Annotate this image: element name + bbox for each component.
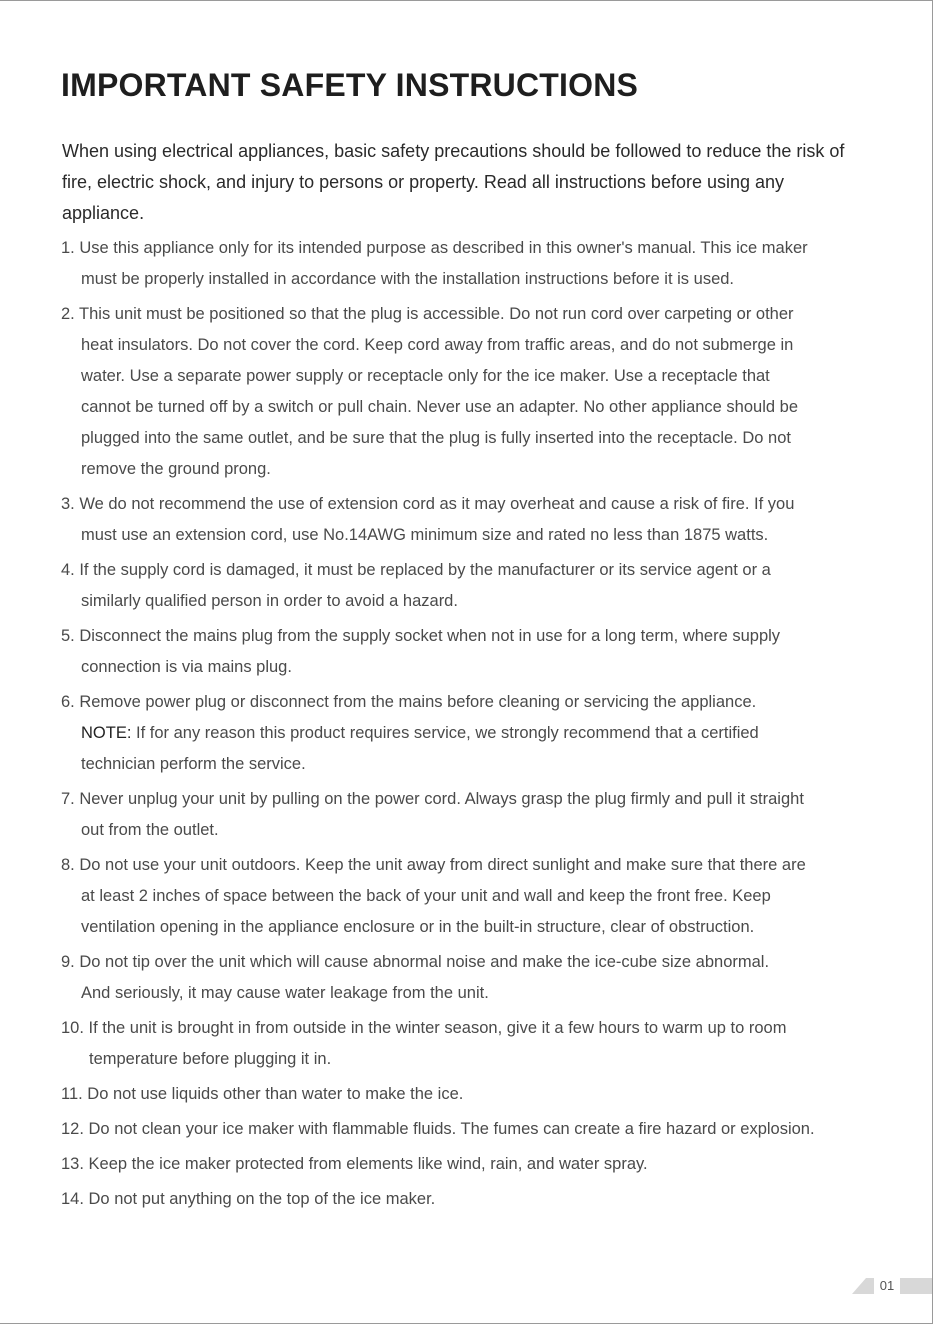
item-line: out from the outlet. [81, 821, 219, 839]
list-item [61, 1149, 891, 1180]
item-line: 7. Never unplug your unit by pulling on the power cord. Always grasp the plug firmly and pull it straight [61, 790, 804, 808]
item-line: plugged into the same outlet, and be sure that the plug is fully inserted into the receptacle. Do not [81, 429, 791, 447]
item-line: ventilation opening in the appliance enclosure or in the built-in structure, clear of obstruction. [81, 918, 755, 936]
list-item [61, 1079, 891, 1110]
item-line: 1. Use this appliance only for its intended purpose as described in this owner's manual. This ice maker [61, 239, 808, 257]
list-item [61, 555, 891, 617]
item-line: at least 2 inches of space between the back of your unit and wall and keep the front free. Keep [81, 887, 771, 905]
item-line: 13. Keep the ice maker protected from elements like wind, rain, and water spray. [61, 1155, 648, 1173]
item-line: must be properly installed in accordance with the installation instructions before it is used. [81, 270, 735, 288]
list-item [61, 299, 891, 485]
item-line: 9. Do not tip over the unit which will cause abnormal noise and make the ice-cube size abnormal. [61, 953, 770, 971]
page-title: IMPORTANT SAFETY INSTRUCTIONS [61, 67, 639, 103]
note-line: technician perform the service. [81, 755, 306, 773]
list-item [61, 850, 891, 943]
item-line: 14. Do not put anything on the top of the ice maker. [61, 1190, 436, 1208]
item-line: 5. Disconnect the mains plug from the supply socket when not in use for a long term, where supply [61, 627, 781, 645]
note-line [61, 718, 891, 749]
note-label: NOTE: [81, 724, 132, 742]
list-item [61, 489, 891, 551]
safety-instructions-list [61, 233, 891, 1219]
item-line: 10. If the unit is brought in from outside in the winter season, give it a few hours to warm up to room [61, 1019, 787, 1037]
page-number: 01 [874, 1278, 900, 1294]
item-line: heat insulators. Do not cover the cord. Keep cord away from traffic areas, and do not submerge in [81, 336, 794, 354]
intro-line: When using electrical appliances, basic safety precautions should be followed to reduce the risk of [62, 141, 845, 161]
item-line: 4. If the supply cord is damaged, it must be replaced by the manufacturer or its service agent or a [61, 561, 771, 579]
list-item [61, 1114, 891, 1145]
item-line: connection is via mains plug. [81, 658, 292, 676]
item-line: 2. This unit must be positioned so that the plug is accessible. Do not run cord over carpeting or other [61, 305, 794, 323]
intro-line: fire, electric shock, and injury to persons or property. Read all instructions before using any [62, 172, 785, 192]
item-line: temperature before plugging it in. [89, 1050, 332, 1068]
note-text: If for any reason this product requires service, we strongly recommend that a certified [136, 724, 759, 742]
item-line: 3. We do not recommend the use of extension cord as it may overheat and cause a risk of fire. If you [61, 495, 795, 513]
item-line: remove the ground prong. [81, 460, 271, 478]
item-line: similarly qualified person in order to avoid a hazard. [81, 592, 458, 610]
intro-line: appliance. [62, 203, 145, 223]
page-number-tab [852, 1278, 932, 1294]
list-item [61, 687, 891, 780]
item-line: And seriously, it may cause water leakage from the unit. [81, 984, 489, 1002]
item-line: cannot be turned off by a switch or pull chain. Never use an adapter. No other appliance should be [81, 398, 798, 416]
item-line: 12. Do not clean your ice maker with flammable fluids. The fumes can create a fire hazard or explosion. [61, 1120, 815, 1138]
intro-paragraph [62, 136, 882, 229]
item-line: water. Use a separate power supply or receptacle only for the ice maker. Use a receptacle that [81, 367, 770, 385]
list-item [61, 233, 891, 295]
list-item [61, 947, 891, 1009]
list-item [61, 1013, 891, 1075]
item-line: must use an extension cord, use No.14AWG minimum size and rated no less than 1875 watts. [81, 526, 769, 544]
item-line: 6. Remove power plug or disconnect from the mains before cleaning or servicing the appliance. [61, 693, 757, 711]
list-item [61, 1184, 891, 1215]
list-item [61, 784, 891, 846]
item-line: 8. Do not use your unit outdoors. Keep the unit away from direct sunlight and make sure that there are [61, 856, 806, 874]
item-line: 11. Do not use liquids other than water to make the ice. [61, 1085, 464, 1103]
list-item [61, 621, 891, 683]
